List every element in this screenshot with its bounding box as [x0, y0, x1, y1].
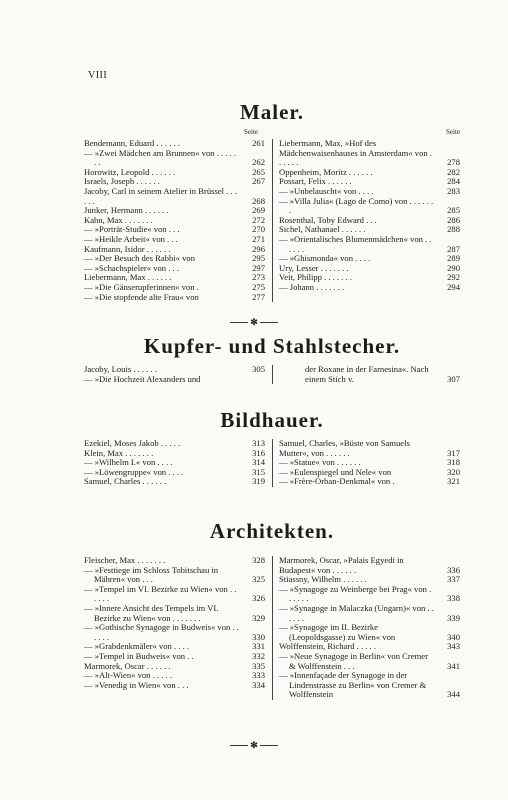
entry-page-number: 320: [447, 466, 460, 477]
entry-page-number: 271: [252, 233, 265, 244]
entry-text: Kaufmann, Isidor . . . . . .: [84, 243, 171, 254]
entry-page-number: 272: [252, 214, 265, 225]
entry-page-number: 297: [252, 262, 265, 273]
entry-page-number: 268: [252, 195, 265, 206]
bildhauer-left-column: [84, 439, 271, 487]
entry-page-number: 261: [252, 138, 265, 148]
entry-page-number: 330: [252, 631, 265, 642]
entry-text: — »Innere Ansicht des Tempels im VI. Bezirke zu Wien« von . . . . . . .: [84, 602, 219, 623]
ornament-divider-bottom: ✻: [230, 740, 278, 751]
entry-page-number: 278: [447, 157, 460, 168]
entry-text: — »Grabdenkmäler« von . . . .: [84, 641, 190, 652]
index-entry: [279, 585, 460, 604]
entry-page-number: 333: [252, 670, 265, 681]
index-entry: [279, 652, 460, 671]
entry-page-number: 290: [447, 262, 460, 273]
entry-page-number: 328: [252, 555, 265, 565]
index-entry: [279, 283, 460, 293]
section-heading-bildhauer: Bildhauer.: [220, 408, 324, 432]
entry-text: — »Die stopfende alte Frau« von: [84, 291, 199, 302]
entry-page-number: 335: [252, 660, 265, 671]
entry-page-number: 317: [447, 447, 460, 458]
bildhauer-right-column: [271, 439, 460, 487]
index-entry: [84, 375, 265, 385]
entry-text: — »Porträt-Studie« von . . .: [84, 224, 180, 235]
index-entry: [84, 623, 265, 642]
architekten-left-column: [84, 556, 271, 700]
entry-text: — »Eulenspiegel und Nele« von: [279, 466, 392, 477]
index-entry: [279, 604, 460, 623]
entry-page-number: 339: [447, 612, 460, 623]
index-entry: [279, 139, 460, 168]
entry-text: — »Tempel in Budweis« von . .: [84, 650, 194, 661]
entry-text: Israels, Joseph . . . . . .: [84, 176, 160, 187]
entry-page-number: 313: [252, 438, 265, 448]
entry-page-number: 319: [252, 476, 265, 487]
entry-page-number: 292: [447, 272, 460, 283]
entry-page-number: 288: [447, 224, 460, 235]
entry-text: — »Venedig in Wien« von . . .: [84, 679, 189, 690]
section-bildhauer: [84, 408, 460, 487]
entry-page-number: 270: [252, 224, 265, 235]
section-kupfer: [84, 334, 460, 384]
entry-text: — »Gothische Synagoge in Budweis« von . . . . . .: [84, 622, 239, 642]
section-heading-maler: Maler.: [239, 100, 305, 124]
entry-text: — »Schachspieler« von . . .: [84, 262, 179, 273]
entry-text: — »Festtiege im Schloss Tobitschau in Mähren« von . . .: [84, 564, 219, 585]
kupfer-right-column: [271, 365, 460, 384]
page-number: VIII: [88, 70, 108, 81]
index-entry: [279, 365, 460, 384]
entry-page-number: 273: [252, 272, 265, 283]
entry-page-number: 295: [252, 253, 265, 264]
entry-page-number: 275: [252, 281, 265, 292]
maler-left-column: [84, 139, 271, 302]
entry-page-number: 285: [447, 205, 460, 216]
seite-label-right: Seite: [446, 128, 460, 136]
entry-text: — »Innenfaçade der Synagoge in der Lindenstrasse zu Berlin« von Cremer & Wolffenstein: [279, 670, 427, 700]
entry-text: Stiassny, Wilhelm . . . . . .: [279, 574, 367, 585]
entry-text: — »Wilhelm I.« von . . . .: [84, 457, 173, 468]
index-entry: [84, 604, 265, 623]
entry-text: Ury, Lesser . . . . . . .: [279, 262, 349, 273]
entry-text: Marmorek, Oscar . . . . . .: [84, 660, 171, 671]
entry-text: Bendemann, Eduard . . . . . .: [84, 138, 180, 148]
section-architekten: [84, 519, 460, 700]
entry-page-number: 343: [447, 641, 460, 652]
entry-page-number: 289: [447, 253, 460, 264]
index-entry: [84, 585, 265, 604]
entry-text: Liebermann, Max . . . . . .: [84, 272, 172, 283]
entry-page-number: 294: [447, 281, 460, 292]
entry-text: — »Frère-Orban-Denkmal« von .: [279, 476, 395, 487]
section-heading-architekten: Architekten.: [209, 519, 335, 543]
entry-page-number: 277: [252, 291, 265, 302]
entry-text: — »Villa Julia« (Lago de Como) von . . . . . . .: [279, 195, 434, 216]
entry-page-number: 332: [252, 650, 265, 661]
entry-page-number: 325: [252, 574, 265, 585]
index-entry: [279, 235, 460, 254]
index-entry: [279, 197, 460, 216]
entry-text: Samuel, Charles, »Büste von Samuels Mutter«, von . . . . . .: [279, 438, 410, 458]
entry-text: Oppenheim, Moritz . . . . . .: [279, 166, 373, 177]
entry-text: — »Löwengruppe« von . . . .: [84, 466, 184, 477]
entry-text: — »Synagoge im II. Bezirke (Leopoldsgasse) zu Wien« von: [279, 622, 396, 642]
entry-page-number: 286: [447, 214, 460, 225]
entry-text: Junker, Hermann . . . . . .: [84, 205, 169, 216]
entry-text: — »Tempel im VI. Bezirke zu Wien« von . . . . . .: [84, 583, 237, 604]
ornament-divider: ✻: [230, 317, 278, 328]
section-maler: [84, 100, 460, 302]
entry-page-number: 287: [447, 243, 460, 254]
entry-text: Klein, Max . . . . . . .: [84, 447, 154, 458]
entry-text: — »Neue Synagoge in Berlin« von Cremer & Wolffenstein . . .: [279, 650, 428, 671]
entry-page-number: 314: [252, 457, 265, 468]
entry-text: Liebermann, Max, »Hof des Mädchenwaisenhauses in Amsterdam« von . . . . . .: [279, 138, 432, 168]
entry-page-number: 334: [252, 679, 265, 690]
entry-page-number: 265: [252, 166, 265, 177]
index-entry: [84, 293, 265, 303]
entry-text: der Roxane in der Farnesina«. Nach einem Stich v.: [305, 364, 429, 384]
entry-page-number: 338: [447, 593, 460, 604]
entry-page-number: 284: [447, 176, 460, 187]
index-entry: [84, 566, 265, 585]
entry-page-number: 316: [252, 447, 265, 458]
entry-text: Samuel, Charles . . . . . .: [84, 476, 167, 487]
entry-page-number: 331: [252, 641, 265, 652]
entry-text: Jacoby, Carl in seinem Atelier in Brüssel . . . . . .: [84, 185, 237, 206]
index-entry: [279, 477, 460, 487]
entry-text: Possart, Felix . . . . . .: [279, 176, 352, 187]
entry-text: Jacoby, Louis . . . . . .: [84, 364, 157, 374]
entry-text: — »Zwei Mädchen am Brunnen« von . . . . . . .: [84, 147, 237, 168]
entry-text: Sichel, Nathanael . . . . . .: [279, 224, 366, 235]
entry-text: — »Ghismonda« von . . . .: [279, 253, 371, 264]
entry-page-number: 283: [447, 185, 460, 196]
entry-text: — »Statue« von . . . . . .: [279, 457, 361, 468]
entry-page-number: 305: [252, 364, 265, 374]
entry-page-number: 269: [252, 205, 265, 216]
entry-text: — »Alt-Wien« von . . . . .: [84, 670, 172, 681]
entry-text: Horowitz, Leopold . . . . . .: [84, 166, 176, 177]
index-entry: [84, 477, 265, 487]
entry-text: — »Die Hochzeit Alexanders und: [84, 373, 201, 384]
entry-text: Kahn, Max . . . . . . .: [84, 214, 153, 225]
entry-page-number: 329: [252, 612, 265, 623]
entry-page-number: 340: [447, 631, 460, 642]
entry-page-number: 307: [447, 373, 460, 384]
entry-text: — »Unbelauscht« von . . . .: [279, 185, 374, 196]
entry-page-number: 262: [252, 157, 265, 168]
kupfer-left-column: [84, 365, 271, 384]
index-entry: [84, 149, 265, 168]
index-entry: [279, 623, 460, 642]
entry-page-number: 344: [447, 689, 460, 700]
entry-text: Wolffenstein, Richard . . . . .: [279, 641, 377, 652]
entry-page-number: 267: [252, 176, 265, 187]
index-entry: [84, 681, 265, 691]
entry-page-number: 315: [252, 466, 265, 477]
index-entry: [279, 439, 460, 458]
architekten-right-column: [271, 556, 460, 700]
entry-page-number: 321: [447, 476, 460, 487]
entry-page-number: 336: [447, 564, 460, 575]
entry-text: Rosenthal, Toby Edward . . .: [279, 214, 377, 225]
entry-text: Veit, Philipp . . . . . . .: [279, 272, 353, 283]
entry-page-number: 337: [447, 574, 460, 585]
index-entry: [279, 671, 460, 700]
entry-text: — »Synagoge zu Weinberge bei Prag« von . . . . . .: [279, 583, 432, 604]
entry-page-number: 296: [252, 243, 265, 254]
entry-page-number: 341: [447, 660, 460, 671]
entry-page-number: 282: [447, 166, 460, 177]
entry-text: — »Die Gänserupferinnen« von .: [84, 281, 199, 292]
entry-text: Ezekiel, Moses Jakob . . . . .: [84, 438, 181, 448]
entry-text: — »Synagoge in Malaczka (Ungarn)« von . . . . . .: [279, 602, 434, 623]
section-heading-kupfer: Kupfer- und Stahlstecher.: [143, 334, 401, 358]
entry-page-number: 318: [447, 457, 460, 468]
seite-label-left: Seite: [244, 128, 258, 136]
entry-page-number: 326: [252, 593, 265, 604]
entry-text: — »Heikle Arbeit« von . . .: [84, 233, 178, 244]
entry-text: — Johann . . . . . . .: [279, 281, 345, 292]
entry-text: — »Orientalisches Blumenmädchen« von . . . . . .: [279, 233, 432, 254]
index-entry: [84, 187, 265, 206]
entry-text: — »Der Besuch des Rabbi« von: [84, 253, 195, 264]
entry-text: Marmorek, Oscar, »Palais Egyedi in Budapest« von . . . . . .: [279, 555, 404, 575]
maler-right-column: [271, 139, 460, 302]
entry-text: Fleischer, Max . . . . . . .: [84, 555, 166, 565]
index-entry: [279, 556, 460, 575]
